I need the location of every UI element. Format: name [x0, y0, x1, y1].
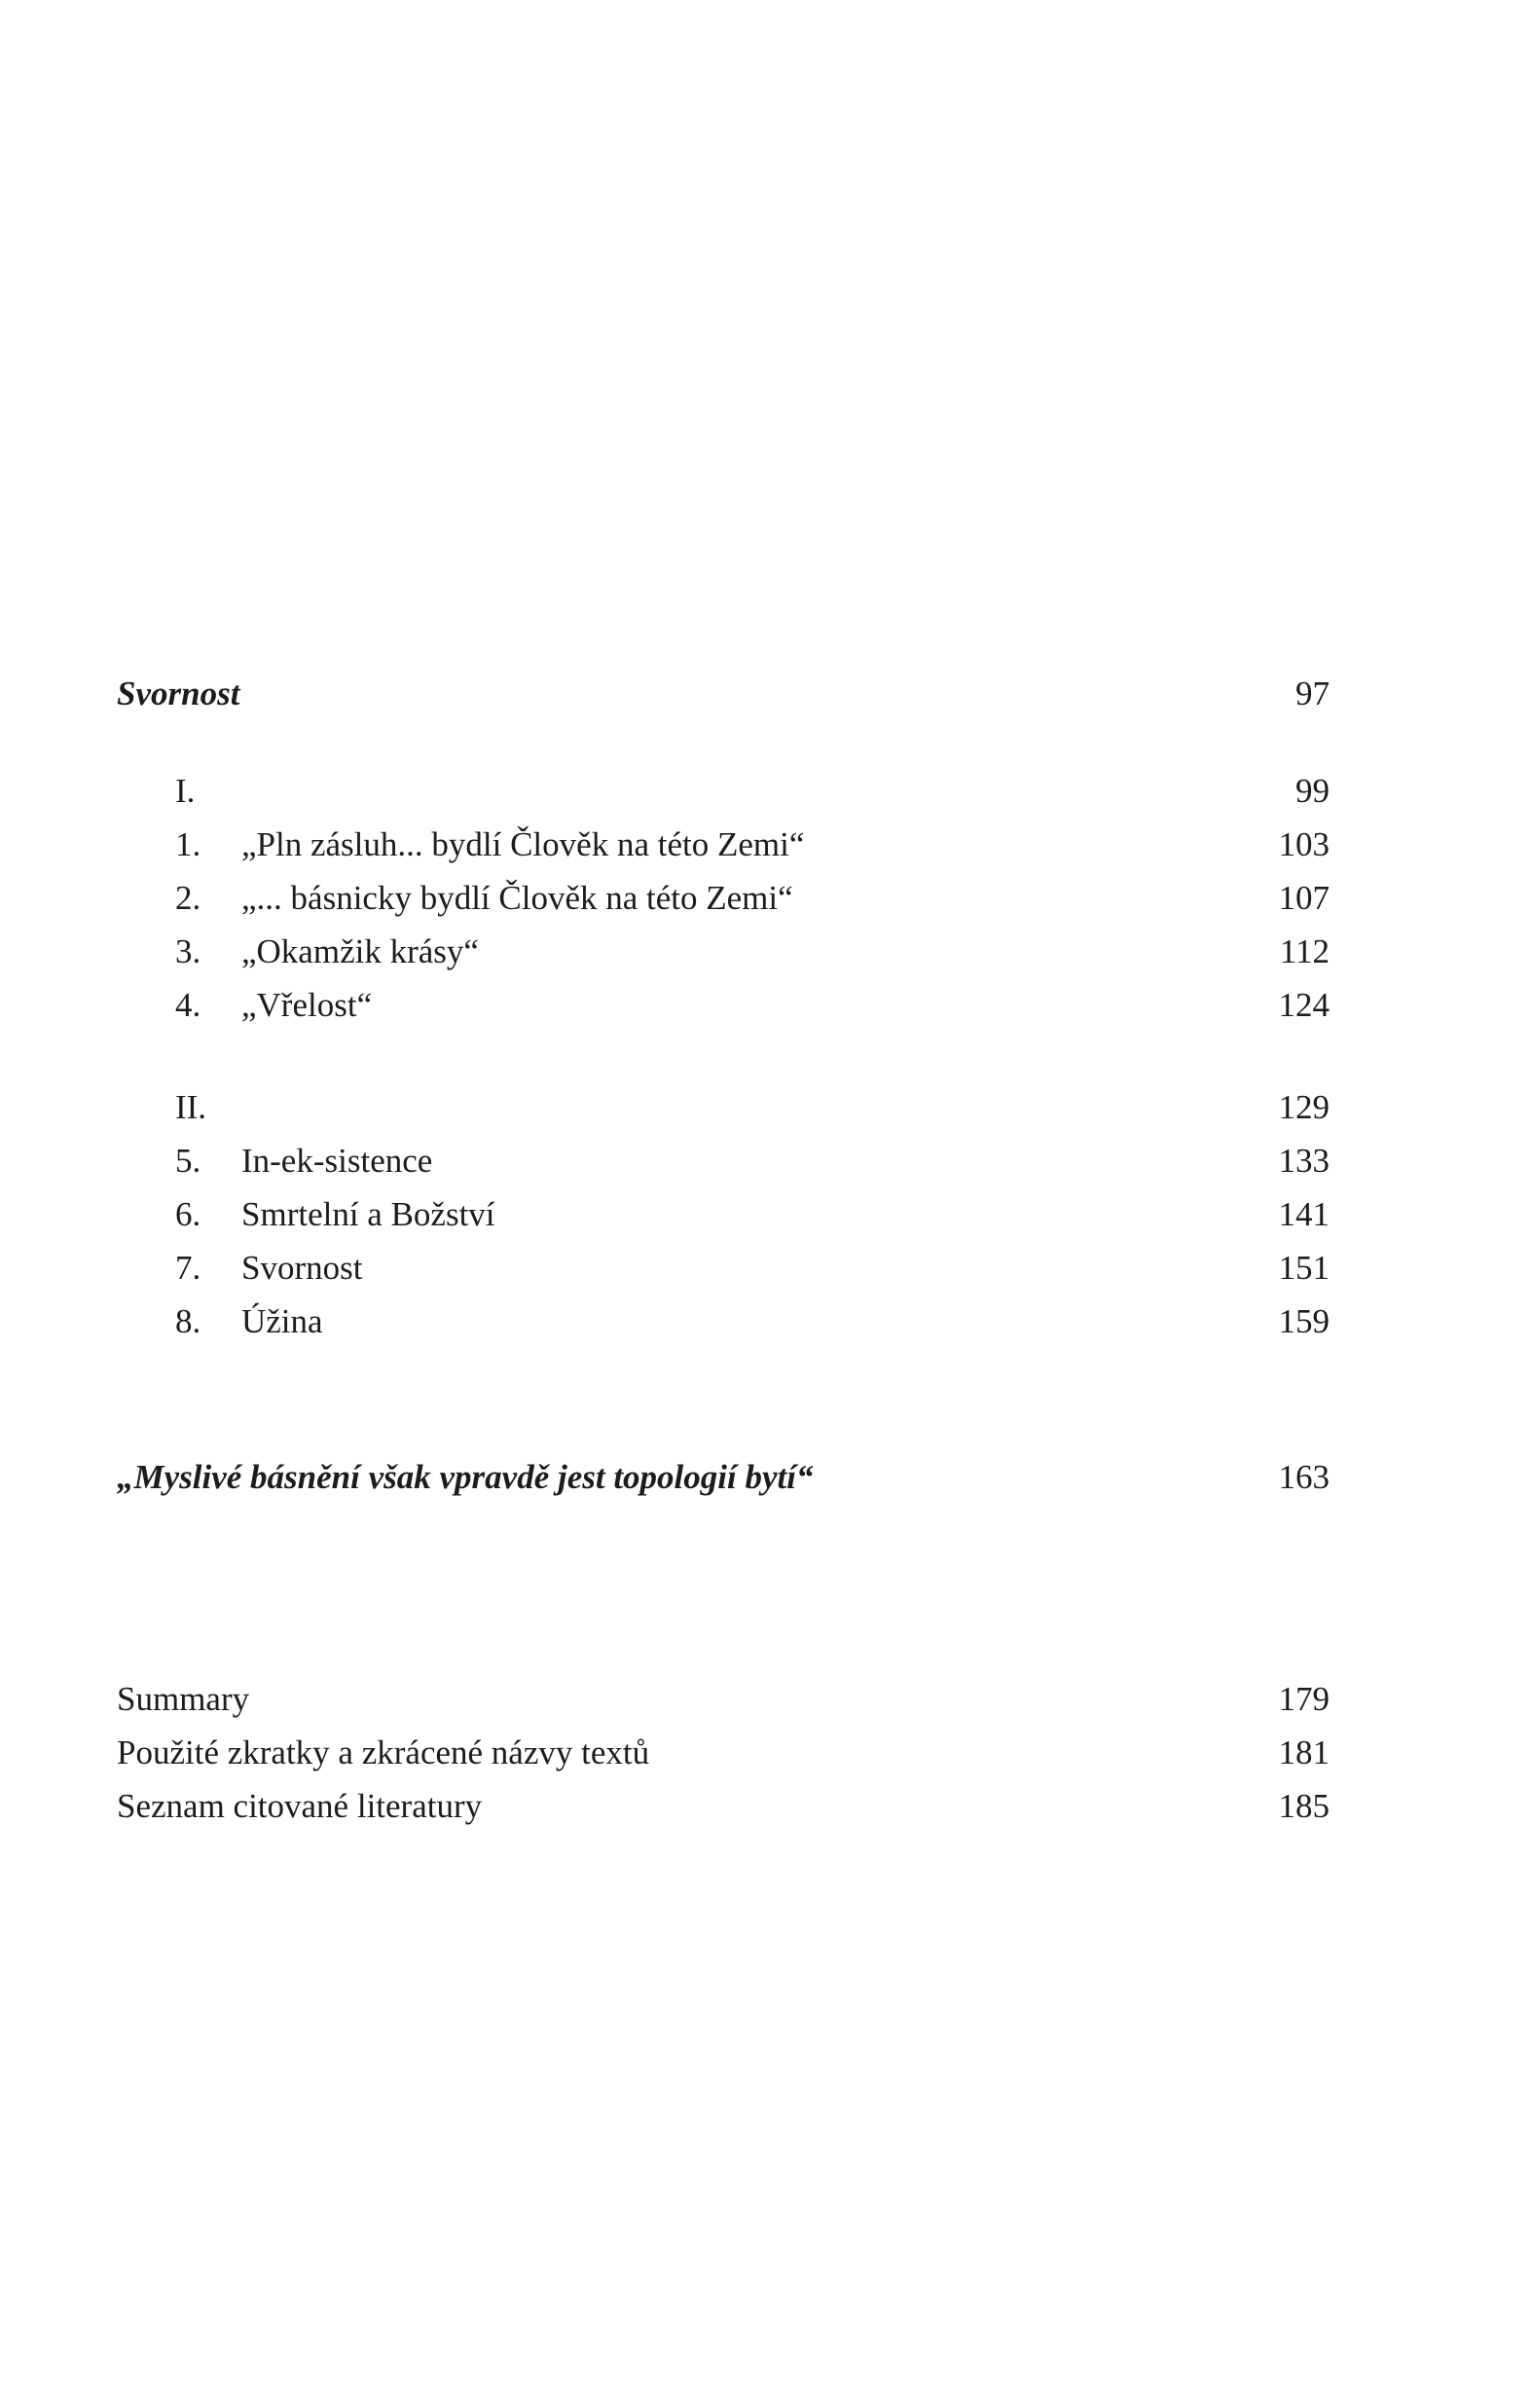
item-title: Použité zkratky a zkrácené názvy textů — [117, 1733, 650, 1771]
item-title: Úžina — [241, 1302, 323, 1340]
page-number: 185 — [1278, 1787, 1330, 1825]
item-title: „Vřelost“ — [241, 986, 373, 1024]
item-title: „... básnicky bydlí Člověk na této Zemi“ — [241, 879, 793, 917]
page-number: 141 — [1278, 1195, 1330, 1233]
page-number: 97 — [1295, 675, 1330, 712]
toc-item-2[interactable] — [117, 871, 1330, 926]
toc-item-6[interactable] — [117, 1187, 1330, 1242]
page-number: 151 — [1278, 1249, 1330, 1287]
toc-item-7[interactable] — [117, 1241, 1330, 1295]
toc-item-3[interactable] — [117, 925, 1330, 979]
item-index: 1. — [175, 825, 201, 863]
item-index: 3. — [175, 932, 201, 970]
toc-part-2[interactable] — [117, 1080, 1330, 1135]
toc-bibliography[interactable] — [117, 1779, 1330, 1834]
item-index: 8. — [175, 1302, 201, 1340]
item-title: In-ek-sistence — [241, 1142, 433, 1180]
item-title: „Pln zásluh... bydlí Člověk na této Zemi“ — [241, 825, 805, 863]
part-label: I. — [175, 772, 196, 810]
item-index: 2. — [175, 879, 201, 917]
toc-item-8[interactable] — [117, 1295, 1330, 1349]
toc-item-1[interactable] — [117, 818, 1330, 872]
page-number: 112 — [1279, 932, 1330, 970]
item-title: Summary — [117, 1680, 250, 1718]
toc-section-myslive-basneni[interactable] — [117, 1450, 1330, 1505]
page-number: 124 — [1278, 986, 1330, 1024]
toc-item-5[interactable] — [117, 1134, 1330, 1188]
toc-item-4[interactable] — [117, 978, 1330, 1033]
page-number: 103 — [1278, 825, 1330, 863]
item-title: Smrtelní a Božství — [241, 1195, 495, 1233]
toc-summary[interactable] — [117, 1672, 1330, 1727]
item-title: Svornost — [241, 1249, 363, 1287]
page-number: 163 — [1278, 1458, 1330, 1496]
toc-part-1[interactable] — [117, 764, 1330, 819]
section-title: Svornost — [117, 675, 240, 712]
item-title: Seznam citované literatury — [117, 1787, 483, 1825]
page-number: 181 — [1278, 1733, 1330, 1771]
page-number: 129 — [1278, 1088, 1330, 1126]
item-title: „Okamžik krásy“ — [241, 932, 479, 970]
item-index: 4. — [175, 986, 201, 1024]
toc-abbreviations[interactable] — [117, 1726, 1330, 1780]
item-index: 6. — [175, 1195, 201, 1233]
item-index: 5. — [175, 1142, 201, 1180]
section-title: „Myslivé básnění však vpravdě jest topologií bytí“ — [117, 1458, 814, 1496]
part-label: II. — [175, 1088, 207, 1126]
item-index: 7. — [175, 1249, 201, 1287]
toc-section-svornost[interactable] — [117, 667, 1330, 721]
page-number: 99 — [1295, 772, 1330, 810]
page-number: 107 — [1278, 879, 1330, 917]
page-number: 133 — [1278, 1142, 1330, 1180]
page-number: 179 — [1278, 1680, 1330, 1718]
page-number: 159 — [1278, 1302, 1330, 1340]
